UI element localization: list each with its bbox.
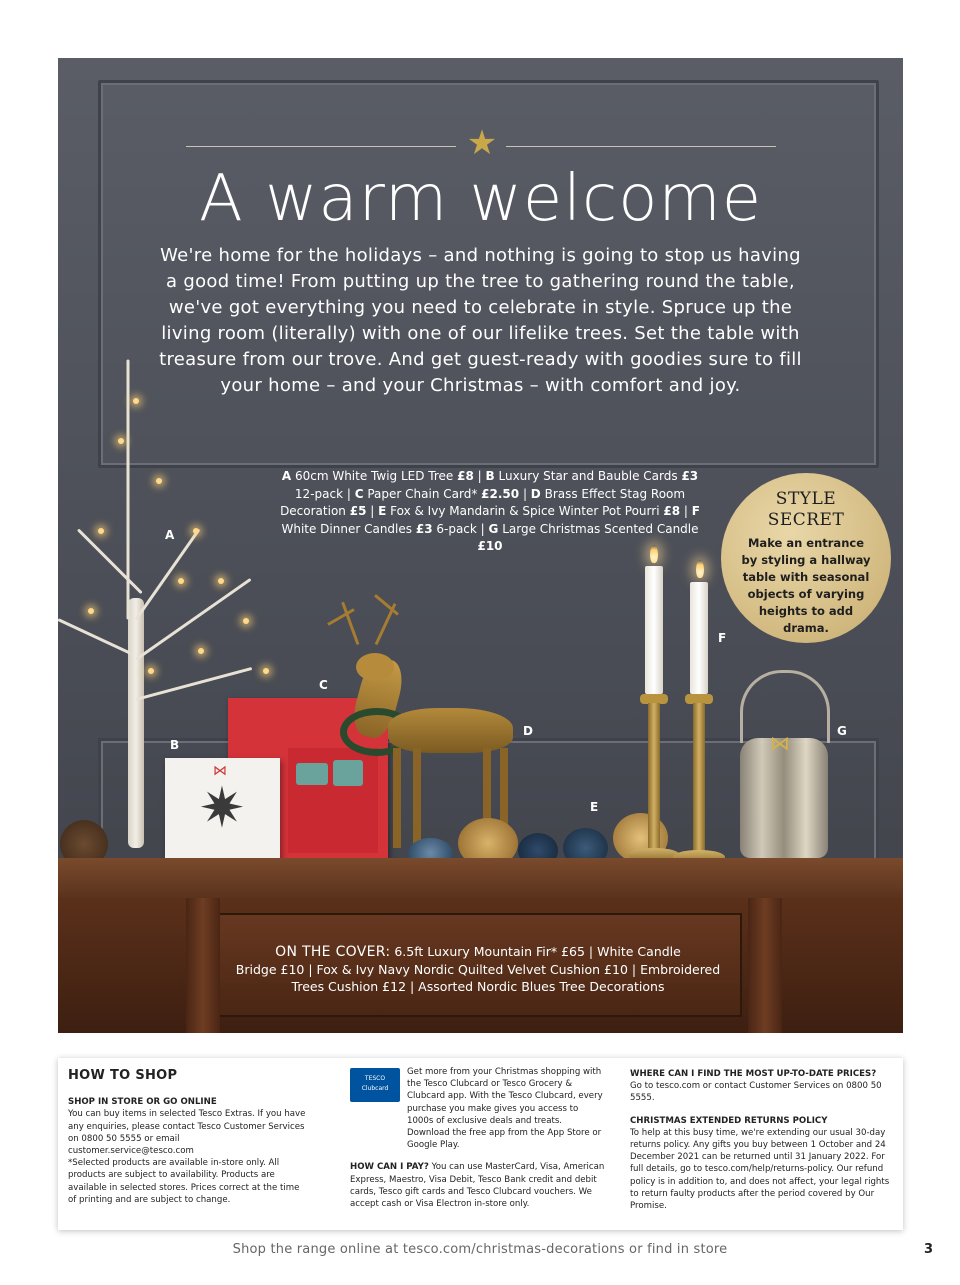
product-e-price: £8 (663, 504, 681, 518)
twig-branch (135, 578, 251, 661)
product-g-price: £10 (477, 539, 503, 553)
brass-candlestick (693, 703, 705, 853)
clubcard-logo: TESCO Clubcard (350, 1068, 400, 1102)
label-a: A (165, 528, 175, 542)
twig-branch (135, 529, 201, 621)
product-list: A 60cm White Twig LED Tree £8 | B Luxury Star and Bauble Cards £3 12-pack | C Paper Chain Card* £2.50 | D Brass Effect Stag Room Decoration £5 | E Fox & Ivy Mandarin & Spice Winter Pot Pourri £8 | F White Dinner Candles £3 6-pack | G Large Christmas Scented Candle £10 (280, 469, 700, 553)
style-secret-title: STYLE SECRET (767, 489, 845, 530)
led-light (156, 478, 162, 484)
stag-leg (413, 748, 421, 848)
stag-antler (341, 602, 359, 645)
product-d-code: D (530, 486, 541, 501)
product-d-price: £5 (349, 504, 367, 518)
twig-branch (77, 528, 143, 594)
product-a-price: £8 (457, 469, 474, 483)
returns-body: To help at this busy time, we're extending our usual 30-day returns policy. Any gifts you buy between 1 October and 24 December 2021 can be returned until 31 January 2022. For full details, go to tesco.com/help/returns-policy. Our refund policy is in addition to, and does not affect, your legal rights to return faulty products after the period covered by Our Promise. (630, 1127, 890, 1212)
divider-left (186, 146, 456, 147)
product-d-name: Brass Effect Stag Room Decoration (280, 486, 686, 518)
product-a-code: A (281, 469, 292, 483)
brass-candlestick (648, 703, 660, 853)
shop-body: You can buy items in selected Tesco Extras. If you have any enquiries, please contact Tesco Customer Services on 0800 50 5555 or email customer.service@tesco.com (68, 1109, 306, 1157)
scented-candle-jar (740, 738, 828, 858)
twig-branch (58, 618, 131, 655)
on-the-cover-caption: ON THE COVER: 6.5ft Luxury Mountain Fir* £65 | White Candle Bridge £10 | Fox & Ivy Navy Nordic Quilted Velvet Cushion £10 | Embroidered Trees Cushion £12 | Assorted Nordic Blues Tree Decorations (235, 944, 721, 994)
led-light (133, 398, 139, 404)
led-light (193, 528, 199, 534)
footer-link-text: Shop the range online at tesco.com/christmas-decorations or find in store (232, 1242, 728, 1257)
label-f: F (718, 631, 727, 645)
bow-icon: ⋈ (213, 763, 227, 779)
pay-body: You can use MasterCard, Visa, American Express, Maestro, Visa Debit, Tesco Bank credit and debit cards, Tesco gift cards and Tesco Clubcard vouchers. We accept cash or Visa Electron in-store only. (350, 1162, 605, 1210)
product-c-price: £2.50 (481, 486, 520, 501)
star-icon: ★ (466, 123, 498, 163)
product-b-pack: 12-pack (294, 486, 344, 501)
label-g: G (837, 724, 847, 738)
stag-body (388, 708, 513, 753)
dinner-candle (645, 566, 663, 694)
prices-body: Go to tesco.com or contact Customer Services on 0800 50 5555. (630, 1081, 882, 1104)
led-light (263, 668, 269, 674)
product-b-code: B (485, 469, 495, 483)
product-b-price: £3 (681, 469, 699, 483)
shop-heading: SHOP IN STORE OR GO ONLINE (68, 1097, 217, 1108)
led-light (198, 648, 204, 654)
shop-note: *Selected products are available in-store only. All products are subject to availability. Products are available in selected stores. Prices correct at the time of printing and are subject to change. (68, 1158, 300, 1205)
product-a-name: 60cm White Twig LED Tree (294, 469, 454, 483)
product-g-name: Large Christmas Scented Candle (502, 521, 699, 536)
table-leg (186, 898, 220, 1033)
stag-leg (393, 748, 401, 848)
product-e-code: E (378, 504, 387, 518)
product-c-name: Paper Chain Card* (367, 486, 478, 501)
product-f-price: £3 (415, 521, 433, 536)
divider-right (506, 146, 776, 147)
twig-branch (127, 360, 130, 620)
led-light (98, 528, 104, 534)
led-light (178, 578, 184, 584)
label-b: B (170, 738, 180, 752)
intro-paragraph: We're home for the holidays – and nothing is going to stop us having a good time! From putting up the tree to gathering round the table, we've got everything you need to celebrate in style. Spruce up the living room (literally) with one of our lifelike trees. Set the table with treasure from our trove. And get guest-ready with goodies sure to fill your home – and your Christmas – with comfort and joy. (159, 245, 802, 396)
how-to-shop-heading: HOW TO SHOP (68, 1068, 178, 1083)
candle-flame (696, 560, 704, 578)
bow-icon: ⋈ (770, 731, 790, 755)
label-e: E (590, 800, 599, 814)
product-b-name: Luxury Star and Bauble Cards (498, 469, 678, 483)
led-light (118, 438, 124, 444)
product-f-name: White Dinner Candles (281, 521, 413, 536)
table-top (58, 858, 903, 898)
product-f-pack: 6-pack (436, 521, 477, 536)
label-d: D (523, 724, 533, 738)
style-secret-body: Make an entrance by styling a hallway table with seasonal objects of varying heights to add drama. (741, 536, 871, 635)
hero-photo (58, 58, 903, 1033)
product-e-name: Fox & Ivy Mandarin & Spice Winter Pot Pourri (390, 504, 660, 518)
info-box (58, 1058, 903, 1230)
product-f-code: F (691, 504, 700, 518)
prices-heading: WHERE CAN I FIND THE MOST UP-TO-DATE PRICES? (630, 1069, 877, 1079)
label-c: C (319, 678, 328, 692)
prices-returns-column (630, 1058, 892, 1212)
returns-heading: CHRISTMAS EXTENDED RETURNS POLICY (630, 1115, 828, 1126)
how-to-shop-column (68, 1058, 308, 1206)
star-icon: ✷ (198, 776, 246, 841)
style-secret-badge (721, 473, 891, 643)
stag-head (356, 653, 394, 681)
pay-heading: HOW CAN I PAY? (350, 1162, 429, 1173)
clubcard-column (350, 1058, 605, 1210)
page-number: 3 (924, 1242, 934, 1257)
table-leg (748, 898, 782, 1033)
page-headline: A warm welcome (198, 162, 763, 236)
led-light (218, 578, 224, 584)
led-light (148, 668, 154, 674)
product-c-code: C (354, 486, 364, 501)
twig-tree-trunk (128, 598, 144, 848)
candle-flame (650, 545, 658, 563)
product-g-code: G (488, 521, 499, 536)
led-light (88, 608, 94, 614)
clubcard-body: Get more from your Christmas shopping with the Tesco Clubcard or Tesco Grocery & Clubcard app. With the Tesco Clubcard, every purchase you make gives you access to 1000s of exclusive deals and treats. Download the free app from the App Store or Google Play. (407, 1067, 603, 1151)
led-light (243, 618, 249, 624)
pay-section (350, 1161, 605, 1210)
dinner-candle (690, 582, 708, 694)
